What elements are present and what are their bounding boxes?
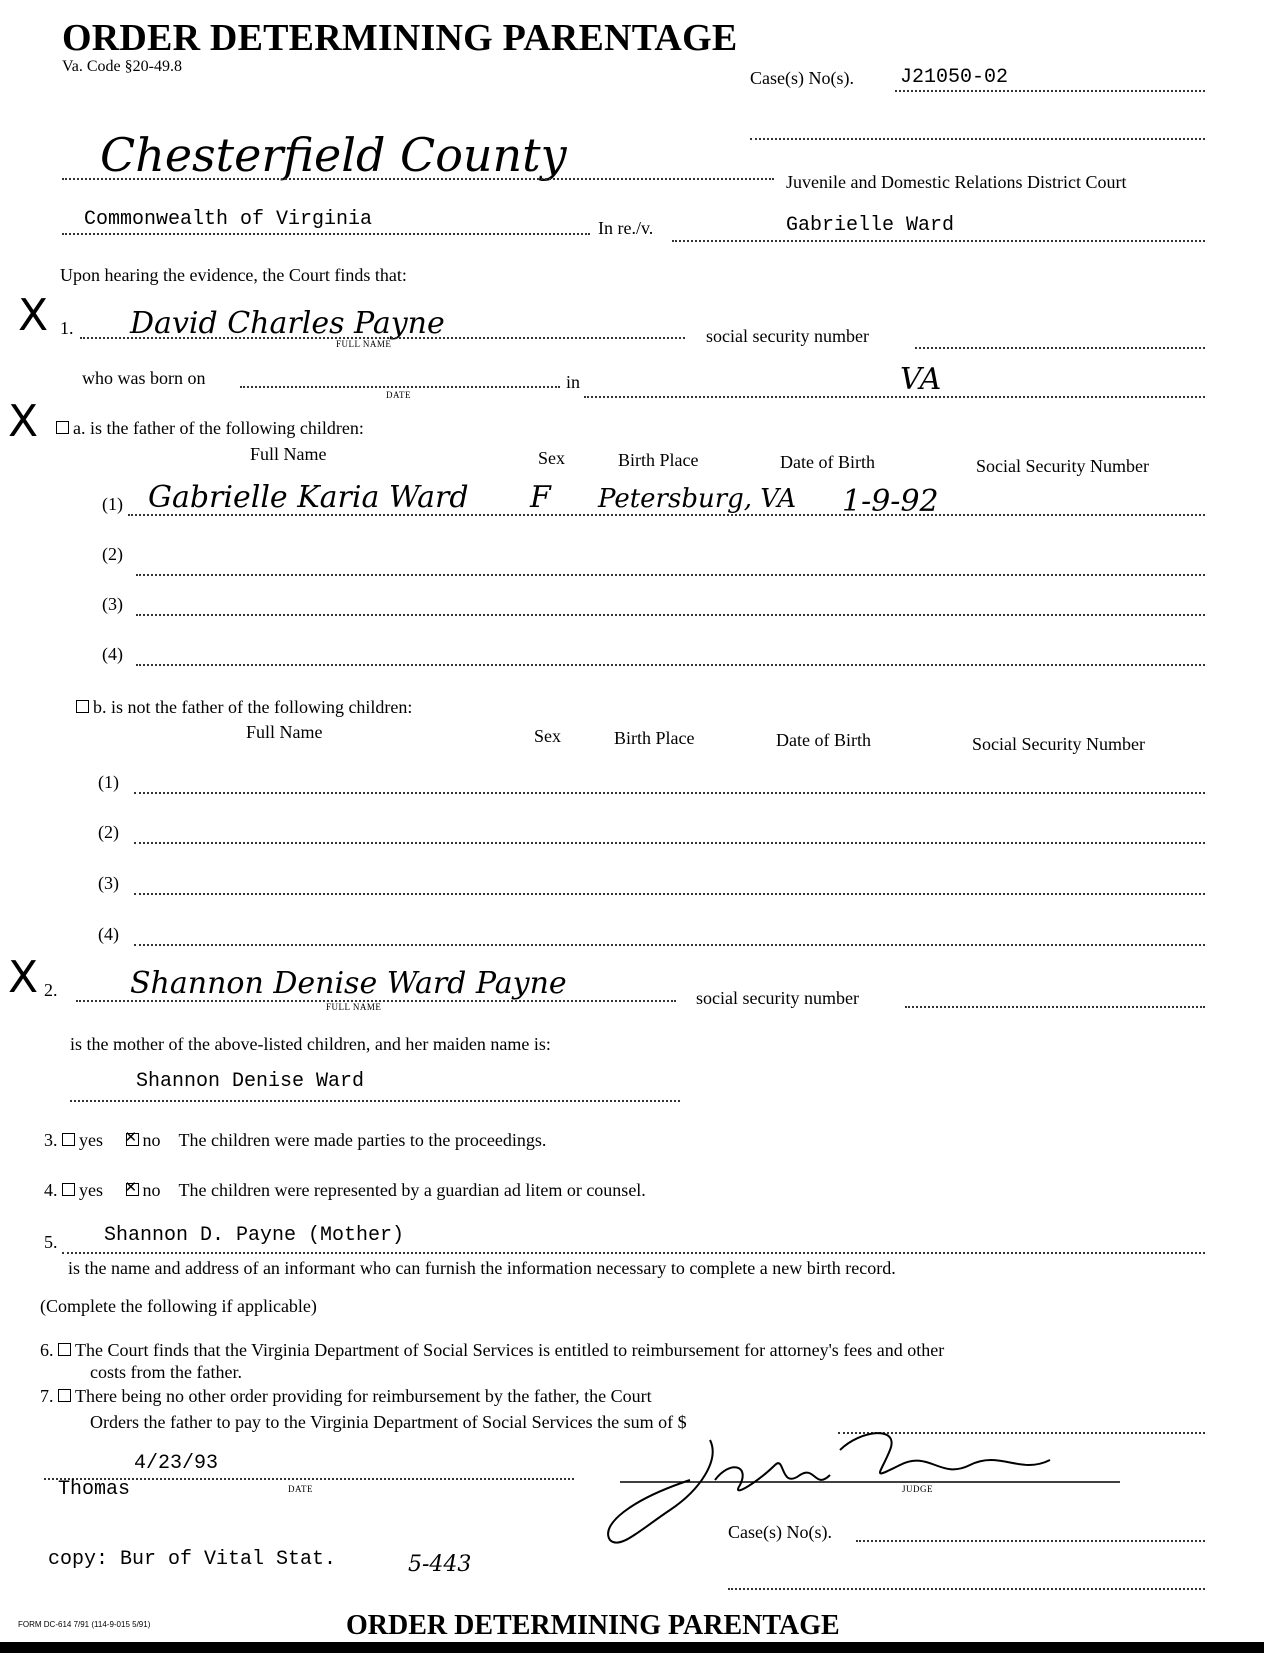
- item1-number: 1.: [60, 318, 74, 338]
- child-b4-number: (4): [98, 924, 119, 944]
- item6-checkbox[interactable]: [58, 1343, 71, 1356]
- bottom-title: ORDER DETERMINING PARENTAGE: [346, 1610, 840, 1641]
- col-dob: Date of Birth: [780, 452, 875, 472]
- item2-mark: X: [8, 952, 39, 1003]
- child-a2-line: [136, 574, 1205, 576]
- item6-row: [40, 1340, 944, 1361]
- item3-text: The children were made parties to the proceedings.: [178, 1130, 547, 1150]
- child-a1-dob: 1-9-92: [842, 484, 939, 519]
- plaintiff-line: [62, 233, 590, 235]
- item4-yes-label: yes: [79, 1180, 103, 1200]
- col-b-sex: Sex: [534, 726, 561, 746]
- col-sex: Sex: [538, 448, 565, 468]
- born-date-caption: DATE: [386, 390, 411, 400]
- mother-full-name: Shannon Denise Ward Payne: [130, 966, 567, 1001]
- item3-yes-checkbox[interactable]: [62, 1133, 75, 1146]
- item6-number: 6.: [40, 1340, 54, 1360]
- item4-text: The children were represented by a guardian ad litem or counsel.: [178, 1180, 646, 1200]
- item3-no-label: no: [142, 1130, 161, 1150]
- item-a-label: a. is the father of the following children:: [73, 418, 364, 438]
- child-a1-number: (1): [102, 494, 123, 514]
- item7-text-line1: There being no other order providing for reimbursement by the father, the Court: [75, 1386, 652, 1406]
- form-number: FORM DC-614 7/91 (114-9-015 5/91): [18, 1620, 151, 1629]
- father-name-caption: FULL NAME: [336, 339, 392, 349]
- page-title: ORDER DETERMINING PARENTAGE: [62, 17, 738, 59]
- case-number-label: Case(s) No(s).: [750, 68, 854, 88]
- father-full-name: David Charles Payne: [130, 306, 445, 341]
- case-number-line-2: [750, 138, 1205, 140]
- informant-line: [62, 1252, 1205, 1254]
- item7-row: [40, 1386, 652, 1407]
- item6-text-line2: costs from the father.: [90, 1362, 242, 1382]
- child-b2-number: (2): [98, 822, 119, 842]
- col-birth-place: Birth Place: [618, 450, 699, 470]
- county-handwritten: Chesterfield County: [100, 128, 567, 182]
- mother-name-caption: FULL NAME: [326, 1002, 382, 1012]
- item4-row: [44, 1180, 646, 1201]
- item-b-label: b. is not the father of the following children:: [93, 697, 413, 717]
- item6-text-line1: The Court finds that the Virginia Department of Social Services is entitled to reimbursement for attorney's fees and other: [75, 1340, 945, 1360]
- child-a1-line: [128, 514, 1205, 516]
- item1-mark: X: [18, 290, 49, 341]
- defendant-line: [672, 240, 1205, 242]
- father-birth-place: VA: [900, 362, 942, 397]
- informant-statement: is the name and address of an informant who can furnish the information necessary to complete a new birth record.: [68, 1258, 896, 1278]
- mother-ssn-line: [905, 1006, 1205, 1008]
- item3-no-checkbox[interactable]: [126, 1133, 139, 1146]
- item7-checkbox[interactable]: [58, 1389, 71, 1402]
- judge-caption: JUDGE: [902, 1484, 933, 1494]
- item3-row: [44, 1130, 546, 1151]
- item-a-mark: X: [8, 396, 39, 447]
- child-b3-line: [134, 893, 1205, 895]
- item4-number: 4.: [44, 1180, 58, 1200]
- footer-case-line-2: [728, 1588, 1205, 1590]
- in-re-label: In re./v.: [598, 218, 654, 238]
- item4-no-label: no: [142, 1180, 161, 1200]
- child-a3-line: [136, 614, 1205, 616]
- court-name: Juvenile and Domestic Relations District Court: [786, 172, 1127, 192]
- item3-yes-label: yes: [79, 1130, 103, 1150]
- copy-initial: 5-443: [408, 1552, 472, 1577]
- item-a-heading: [56, 418, 364, 439]
- father-ssn-line: [915, 347, 1205, 349]
- item5-number: 5.: [44, 1232, 58, 1252]
- judge-typed-name: Thomas: [58, 1478, 131, 1501]
- mother-statement: is the mother of the above-listed children, and her maiden name is:: [70, 1034, 551, 1054]
- child-b1-number: (1): [98, 772, 119, 792]
- item4-yes-checkbox[interactable]: [62, 1183, 75, 1196]
- va-code-citation: Va. Code §20-49.8: [62, 58, 182, 75]
- child-a4-number: (4): [102, 644, 123, 664]
- child-a2-number: (2): [102, 544, 123, 564]
- child-b1-line: [134, 792, 1205, 794]
- item4-no-checkbox[interactable]: [126, 1183, 139, 1196]
- defendant-name: Gabrielle Ward: [786, 214, 955, 237]
- col-full-name: Full Name: [250, 444, 327, 464]
- child-b3-number: (3): [98, 873, 119, 893]
- item-b-checkbox[interactable]: [76, 700, 89, 713]
- born-on-line: [240, 386, 560, 388]
- copy-note: copy: Bur of Vital Stat.: [48, 1548, 337, 1571]
- maiden-name-line: [70, 1100, 680, 1102]
- mother-ssn-label: social security number: [696, 988, 859, 1008]
- child-a1-sex: F: [530, 480, 551, 515]
- complete-if-applicable: (Complete the following if applicable): [40, 1296, 317, 1316]
- father-ssn-label: social security number: [706, 326, 869, 346]
- footer-case-label: Case(s) No(s).: [728, 1522, 832, 1542]
- item3-number: 3.: [44, 1130, 58, 1150]
- col-b-ssn: Social Security Number: [972, 734, 1145, 754]
- child-a4-line: [136, 664, 1205, 666]
- bottom-edge-bar: [0, 1642, 1264, 1653]
- birthplace-in-label: in: [566, 372, 581, 392]
- judge-signature: [600, 1420, 1120, 1550]
- father-birth-place-line: [584, 396, 1205, 398]
- plaintiff-name: Commonwealth of Virginia: [84, 208, 373, 231]
- order-date: 4/23/93: [134, 1452, 219, 1475]
- footer-case-line: [856, 1540, 1205, 1542]
- date-caption: DATE: [288, 1484, 313, 1494]
- item-b-heading: [76, 697, 412, 718]
- item7-text-line2: Orders the father to pay to the Virginia Department of Social Services the sum of $: [90, 1412, 687, 1432]
- child-b2-line: [134, 842, 1205, 844]
- col-ssn: Social Security Number: [976, 456, 1149, 476]
- case-number-value: J21050-02: [900, 66, 1009, 89]
- maiden-name: Shannon Denise Ward: [136, 1070, 365, 1093]
- col-b-dob: Date of Birth: [776, 730, 871, 750]
- item-a-checkbox[interactable]: [56, 421, 69, 434]
- findings-intro: Upon hearing the evidence, the Court finds that:: [60, 265, 407, 285]
- col-b-full-name: Full Name: [246, 722, 323, 742]
- item7-number: 7.: [40, 1386, 54, 1406]
- col-b-birth-place: Birth Place: [614, 728, 695, 748]
- item2-number: 2.: [44, 980, 58, 1000]
- born-on-label: who was born on: [82, 368, 206, 388]
- child-a3-number: (3): [102, 594, 123, 614]
- county-line: [62, 178, 774, 180]
- child-b4-line: [134, 944, 1205, 946]
- child-a1-name: Gabrielle Karia Ward: [148, 480, 469, 515]
- child-a1-birth-place: Petersburg, VA: [598, 484, 797, 514]
- informant-name: Shannon D. Payne (Mother): [104, 1224, 405, 1247]
- case-number-line: [895, 90, 1205, 92]
